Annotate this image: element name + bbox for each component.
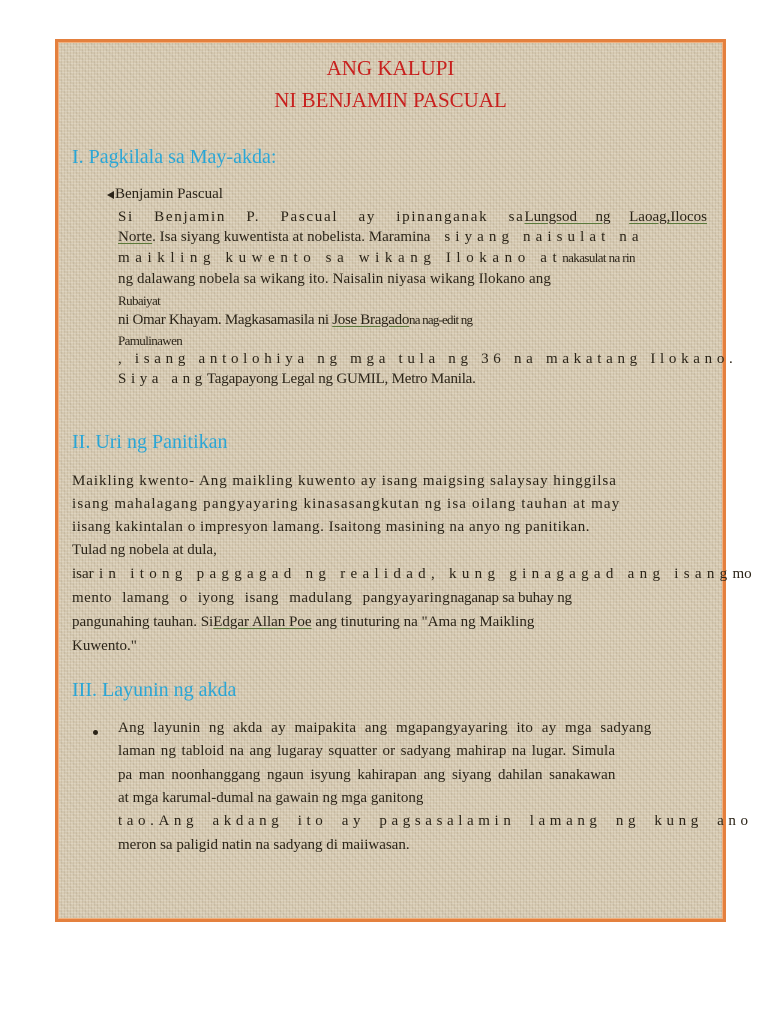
type-line-1: Maikling kwento- Ang maikling kuwento ay isang maigsing salaysay hinggilsa — [72, 473, 617, 489]
purpose-line-1: Ang layunin ng akda ay maipakita ang mgapangyayaring ito ay mga sadyang — [118, 720, 652, 736]
document-title: ANG KALUPI — [326, 56, 455, 80]
purpose-line-3: pa man noonhanggang ngaun isyung kahirapan ang siyang dahilan sanakawan — [118, 767, 616, 783]
type-line-3: iisang kakintalan o impresyon lamang. Isaitong masining na anyo ng panitikan. — [72, 519, 591, 535]
document-subtitle: NI BENJAMIN PASCUAL — [274, 88, 507, 112]
bullet-dot-icon — [93, 730, 98, 735]
section-heading-literature-type: II. Uri ng Panitikan — [72, 431, 228, 453]
author-line-1: Si Benjamin P. Pascual ay ipinanganak saLungsod ng Laoag,Ilocos — [118, 209, 708, 225]
author-line-2: Norte. Isa siyang kuwentista at nobelista. Maramina siyang naisulat na — [118, 229, 644, 245]
purpose-line-6: meron sa paligid natin na sadyang di maiiwasan. — [118, 837, 410, 853]
author-name: Benjamin Pascual — [115, 186, 223, 202]
type-line-2: isang mahalagang pangyayaring kinasasangkutan ng isa oilang tauhan at may — [72, 496, 621, 512]
section-heading-purpose: III. Layunin ng akda — [72, 679, 237, 701]
author-line-4: ng dalawang nobela sa wikang ito. Naisalin niyasa wikang Ilokano ang — [118, 271, 551, 287]
type-line-4: Tulad ng nobela at dula, — [72, 542, 217, 558]
type-line-6: mento lamang o iyong isang madulang pangyayaringnaganap sa buhay ng — [72, 590, 572, 606]
type-line-8: Kuwento." — [72, 638, 137, 654]
document-page — [55, 39, 753, 922]
purpose-line-2: laman ng tabloid na ang lugaray squatter or sadyang mahirap na lugar. Simula — [118, 743, 616, 759]
arrow-bullet-icon — [107, 191, 114, 199]
author-line-5: Rubaiyat — [118, 293, 161, 308]
author-line-3: maikling kuwento sa wikang Ilokano atnakasulat na rin — [118, 250, 635, 266]
section-heading-author: I. Pagkilala sa May-akda: — [72, 146, 277, 168]
type-line-7: pangunahing tauhan. SiEdgar Allan Poe ang tinuturing na "Ama ng Maikling — [72, 614, 535, 630]
author-line-8: , isang antolohiya ng mga tula ng 36 na makatang Ilokano. — [118, 351, 738, 367]
author-line-6: ni Omar Khayam. Magkasamasila ni Jose Bragadona nag-edit ng — [118, 312, 473, 328]
purpose-line-5: tao.Ang akdang ito ay pagsasalamin lamang ng kung ano — [118, 813, 753, 829]
purpose-line-4: at mga karumal-dumal na gawain ng mga ganitong — [118, 790, 424, 806]
author-line-7: Pamulinawen — [118, 333, 183, 348]
type-line-5: isarin itong paggagad ng realidad, kung ginagagad ang isangmo — [72, 566, 752, 582]
author-line-9: Siya angTagapayong Legal ng GUMIL, Metro Manila. — [118, 371, 476, 387]
